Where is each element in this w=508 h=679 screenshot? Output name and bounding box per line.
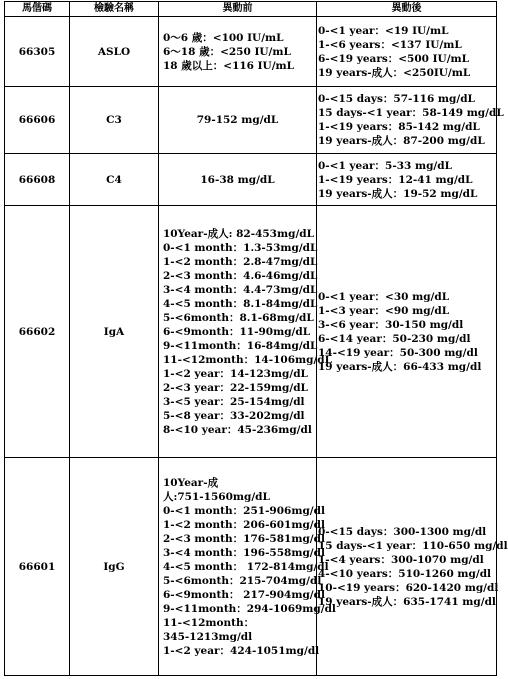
before-line: 10Year-成人: 82-453mg/dL <box>163 227 314 240</box>
code-cell: 66601 <box>5 458 70 676</box>
test-name-cell: IgG <box>70 458 159 676</box>
before-cell <box>159 206 333 458</box>
before-line: 2-<3 year：22-159mg/dL <box>163 381 308 394</box>
header-code: 馬偕碼 <box>5 2 70 17</box>
after-cell <box>317 17 497 87</box>
before-cell <box>159 17 317 87</box>
after-line: 15 days-<1 year：58-149 mg/dL <box>318 107 504 119</box>
before-line: 79-152 mg/dL <box>196 114 279 126</box>
test-name-cell: C3 <box>70 87 159 154</box>
before-line: 4-<5 month： 172-814mg/dl <box>163 560 329 573</box>
after-cell <box>317 458 508 676</box>
header-test-name: 檢驗名稱 <box>70 2 159 17</box>
before-line: 1-<2 year：424-1051mg/dl <box>163 644 320 657</box>
after-line: 4-<10 years：510-1260 mg/dl <box>318 567 492 580</box>
before-line: 11-<12month： <box>163 616 255 629</box>
before-line: 3-<5 year：25-154mg/dl <box>163 395 305 408</box>
after-line: 3-<6 year：30-150 mg/dl <box>318 318 464 331</box>
code-cell: 66305 <box>5 17 70 87</box>
before-cell <box>159 458 336 676</box>
before-line: 1-<2 month：2.8-47mg/dL <box>163 255 318 268</box>
before-line: 3-<4 month：196-558mg/dl <box>163 546 325 559</box>
test-name-cell: C4 <box>70 154 159 206</box>
before-line: 4-<5 month：8.1-84mg/dL <box>163 297 318 310</box>
before-line: 9-<11month：294-1069mg/dl <box>163 602 336 615</box>
code-cell: 66602 <box>5 206 70 458</box>
table-row <box>5 87 497 154</box>
before-line: 345-1213mg/dl <box>163 630 253 643</box>
table-row <box>5 206 497 458</box>
before-line: 0～6 歲：<100 IU/mL <box>163 31 284 44</box>
before-line: 5-<6month：215-704mg/dl <box>163 574 322 587</box>
reference-range-table <box>4 1 508 676</box>
before-line: 0-<1 month：1.3-53mg/dL <box>163 241 318 254</box>
table-row <box>5 17 497 87</box>
after-cell <box>317 87 504 154</box>
before-line: 10Year-成 <box>163 476 219 489</box>
before-line: 6-<9month： 217-904mg/dl <box>163 588 325 601</box>
after-cell <box>317 206 497 458</box>
test-name-cell: ASLO <box>70 17 159 87</box>
header-row <box>5 2 497 17</box>
after-cell <box>317 154 497 206</box>
table-row <box>5 154 497 206</box>
after-line: 6-<14 year：50-230 mg/dl <box>318 332 471 345</box>
code-cell: 66606 <box>5 87 70 154</box>
header-after: 異動後 <box>317 2 497 17</box>
before-cell <box>159 87 317 154</box>
after-line: 6-<19 years：<500 IU/mL <box>318 52 470 65</box>
before-line: 3-<4 month：4.4-73mg/dL <box>163 283 318 296</box>
before-line: 18 歲以上：<116 IU/mL <box>163 59 295 72</box>
table-row <box>5 458 497 676</box>
after-line: 19 years-成人：66-433 mg/dl <box>318 360 482 373</box>
code-cell: 66608 <box>5 154 70 206</box>
before-line: 1-<2 month：206-601mg/dl <box>163 518 325 531</box>
after-line: 0-<1 year：5-33 mg/dL <box>318 159 452 172</box>
after-line: 19 years-成人：87-200 mg/dL <box>318 135 485 147</box>
before-line: 6-<9month：11-90mg/dL <box>163 325 311 338</box>
after-line: 0-<1 year：<30 mg/dL <box>318 290 450 303</box>
before-line: 11-<12month：14-106mg/dL <box>163 353 333 366</box>
after-line: 0-<15 days：300-1300 mg/dl <box>318 525 487 538</box>
after-line: 1-<19 years：85-142 mg/dL <box>318 121 480 133</box>
before-line: 6～18 歲：<250 IU/mL <box>163 45 291 58</box>
after-line: 15 days-<1 year：110-650 mg/dl <box>318 539 508 552</box>
header-before: 異動前 <box>159 2 317 17</box>
after-line: 14-<19 year：50-300 mg/dl <box>318 346 478 359</box>
before-line: 2-<3 month：4.6-46mg/dL <box>163 269 318 282</box>
before-line: 0-<1 month：251-906mg/dl <box>163 504 325 517</box>
after-line: 19 years-成人：19-52 mg/dL <box>318 187 478 200</box>
before-line: 16-38 mg/dL <box>200 173 275 186</box>
after-line: 1-<3 year：<90 mg/dL <box>318 304 450 317</box>
after-line: 19 years-成人：<250IU/mL <box>318 66 471 79</box>
test-name-cell: IgA <box>70 206 159 458</box>
before-line: 9-<11month：16-84mg/dL <box>163 339 318 352</box>
before-line: 8-<10 year：45-236mg/dl <box>163 423 312 436</box>
after-line: 0-<15 days：57-116 mg/dL <box>318 93 475 105</box>
before-cell <box>159 154 317 206</box>
after-line: 1-<19 years：12-41 mg/dL <box>318 173 473 186</box>
after-line: 0-<1 year：<19 IU/mL <box>318 24 449 37</box>
after-line: 10-<19 years：620-1420 mg/dl <box>318 581 499 594</box>
before-line: 5-<8 year：33-202mg/dl <box>163 409 305 422</box>
before-line: 5-<6month：8.1-68mg/dL <box>163 311 314 324</box>
before-line: 2-<3 month：176-581mg/dl <box>163 532 325 545</box>
after-line: 1-<6 years：<137 IU/mL <box>318 38 462 51</box>
before-line: 人:751-1560mg/dL <box>163 490 270 503</box>
before-line: 1-<2 year：14-123mg/dL <box>163 367 308 380</box>
after-line: 1-<4 years：300-1070 mg/dl <box>318 553 484 566</box>
after-line: 19 years-成人：635-1741 mg/dl <box>318 595 496 608</box>
